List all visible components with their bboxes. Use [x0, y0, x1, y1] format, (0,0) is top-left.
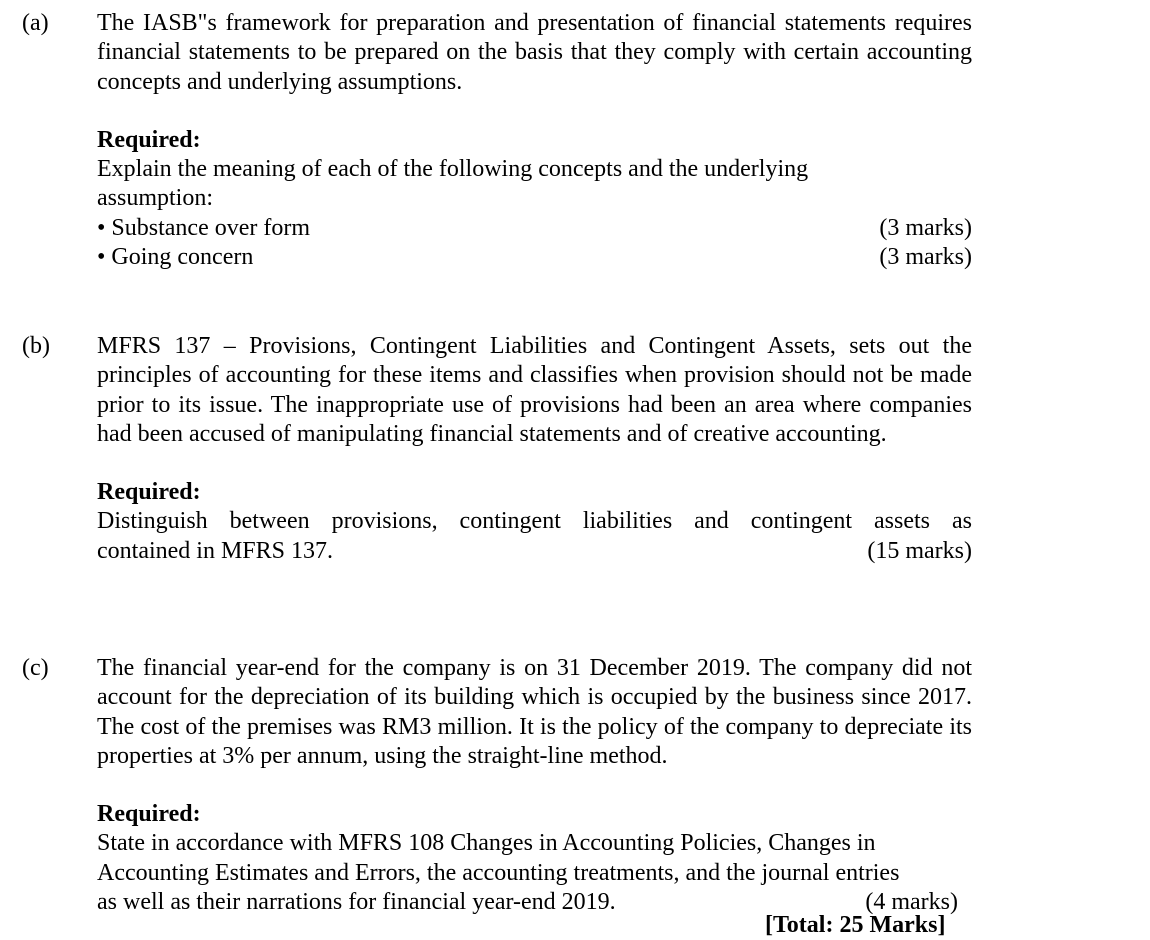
- required-line: [97, 859, 972, 888]
- required-line: [97, 507, 972, 536]
- required-text: State in accordance with MFRS 108 Changes in Accounting Policies, Changes in: [97, 830, 876, 857]
- required-line: [97, 829, 972, 858]
- required-text: contained in MFRS 137.: [97, 537, 334, 564]
- question-intro: MFRS 137 – Provisions, Contingent Liabilities and Contingent Assets, sets out the principles of accounting for these items and classifies when provision should not be made prior to its issue. The inappropriate use of provisions had been an area where companies had been accused of manipulating financial statements and of creative accounting.: [97, 333, 972, 447]
- required-heading: Required:: [97, 126, 201, 153]
- question-body: [97, 654, 972, 917]
- list-item: [97, 243, 972, 272]
- item-marks: (3 marks): [879, 244, 972, 271]
- total-marks-cutoff: [Total: 25 Marks]: [765, 912, 946, 938]
- question-intro: The financial year-end for the company is on 31 December 2019. The company did not account for the depreciation of its building which is occupied by the business since 2017. The cost of the premises was RM3 million. It is the policy of the company to depreciate its properties at 3% per annum, using the straight-line method.: [97, 655, 972, 769]
- required-heading: Required:: [97, 479, 201, 506]
- required-text: Distinguish between provisions, contingent liabilities and contingent assets as: [97, 508, 972, 535]
- required-heading: Required:: [97, 801, 201, 828]
- required-text: Explain the meaning of each of the following concepts and the underlying assumption:: [97, 156, 809, 212]
- required-line: [97, 537, 972, 566]
- question-body: [97, 332, 972, 566]
- item-marks: (3 marks): [879, 214, 972, 241]
- question-marks: (15 marks): [867, 537, 972, 564]
- question-label: (a): [22, 10, 49, 36]
- item-text: • Going concern: [97, 243, 253, 272]
- list-item: [97, 214, 972, 243]
- required-text: Accounting Estimates and Errors, the accounting treatments, and the journal entries: [97, 859, 900, 886]
- question-label: (b): [22, 333, 50, 359]
- question-marks: (4 marks): [865, 889, 958, 916]
- item-text: • Substance over form: [97, 214, 310, 243]
- question-body: [97, 9, 972, 272]
- question-label: (c): [22, 655, 49, 681]
- question-intro: The IASB"s framework for preparation and presentation of financial statements requires financial statements to be prepared on the basis that they comply with certain accounting concepts and underlying assumptions.: [97, 10, 972, 95]
- required-text: as well as their narrations for financial year-end 2019.: [97, 889, 616, 916]
